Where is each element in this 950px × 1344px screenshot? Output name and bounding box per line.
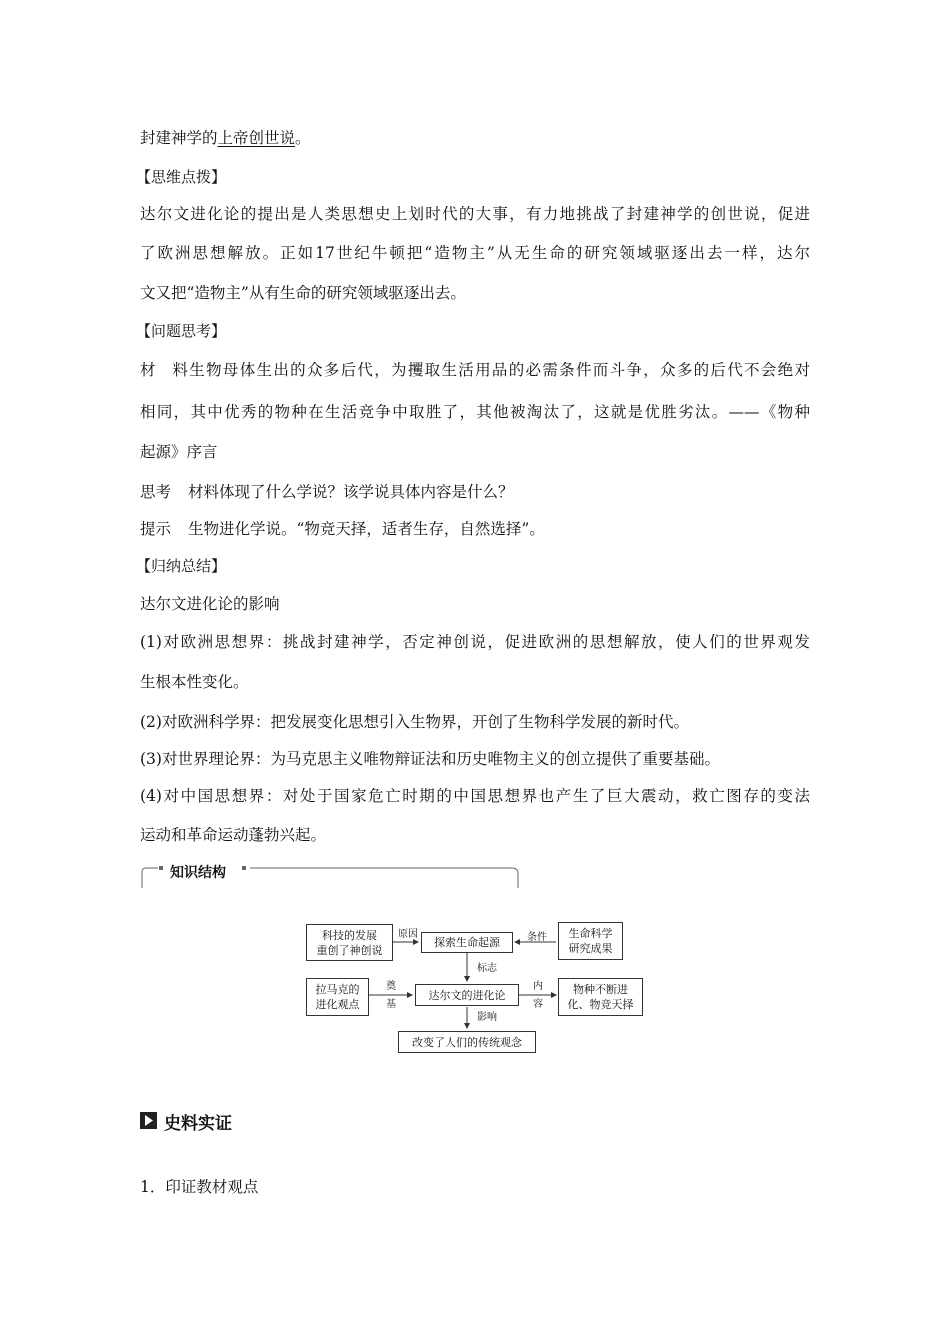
- knowledge-structure-title: 知识结构: [170, 865, 226, 881]
- knowledge-structure-diagram: [300, 915, 650, 1060]
- material-line-1: [140, 360, 810, 380]
- top-line-underlined: 上帝创世说: [217, 129, 296, 147]
- material-label: 材料: [140, 361, 188, 379]
- box-life-science-line-2: 研究成果: [568, 942, 613, 955]
- summary-title: 达尔文进化论的影响: [140, 595, 280, 613]
- summary-item-4a: (4)对中国思想界：对处于国家危亡时期的中国思想界也产生了巨大震动，救亡图存的变法: [140, 787, 810, 805]
- think-line: [140, 482, 514, 502]
- top-line: [140, 128, 311, 148]
- label-reason: 原因: [398, 929, 418, 940]
- top-line-suffix: 。: [295, 129, 311, 147]
- label-mark: 标志: [477, 963, 497, 974]
- material-text-1: 生物母体生出的众多后代，为攫取生活用品的必需条件而斗争，众多的后代不会绝对: [188, 361, 810, 379]
- hint-label: 提示: [140, 520, 172, 538]
- box-lamarck-line-2: 进化观点: [315, 998, 360, 1011]
- material-line-2: 相同，其中优秀的物种在生活竞争中取胜了，其他被淘汰了，这就是优胜劣汰。——《物种: [140, 403, 810, 421]
- label-content-1: 内: [533, 981, 543, 992]
- summary-item-4b: 运动和革命运动蓬勃兴起。: [140, 826, 327, 844]
- box-change: 改变了人们的传统观念: [398, 1031, 536, 1053]
- label-content-2: 容: [533, 999, 543, 1010]
- top-line-prefix: 封建神学的: [140, 129, 218, 147]
- box-species: [558, 978, 643, 1016]
- summary-item-1a: (1)对欧洲思想界：挑战封建神学，否定神创说，促进欧洲的思想解放，使人们的世界观发: [140, 633, 810, 651]
- box-species-line-1: 物种不断进: [573, 983, 628, 996]
- label-foundation-1: 奠: [386, 981, 396, 992]
- think-label: 思考: [140, 483, 172, 501]
- box-explore: 探索生命起源: [421, 932, 513, 953]
- play-icon: [140, 1112, 157, 1129]
- box-lamarck: [306, 978, 369, 1016]
- box-lamarck-line-1: 拉马克的: [315, 983, 360, 996]
- box-species-line-2: 化、物竞天择: [567, 998, 634, 1011]
- label-influence: 影响: [477, 1012, 497, 1023]
- question-heading: 【问题思考】: [136, 322, 227, 340]
- knowledge-structure-header: [140, 858, 520, 888]
- box-darwin: 达尔文的进化论: [415, 984, 519, 1006]
- summary-heading: 【归纳总结】: [136, 557, 227, 575]
- summary-item-3: (3)对世界理论界：为马克思主义唯物辩证法和历史唯物主义的创立提供了重要基础。: [140, 750, 720, 768]
- numbered-item: 1．印证教材观点: [140, 1178, 259, 1196]
- label-condition: 条件: [527, 932, 547, 943]
- box-tech-line-2: 重创了神创说: [316, 944, 383, 957]
- box-life-science: [558, 922, 623, 960]
- label-foundation-2: 基: [386, 999, 396, 1010]
- hint-line: [140, 519, 545, 539]
- section-heading-text: 史料实证: [164, 1114, 232, 1134]
- think-text: 材料体现了什么学说？该学说具体内容是什么？: [188, 483, 514, 501]
- hint-text: 生物进化学说。“物竞天择，适者生存，自然选择”。: [188, 520, 545, 538]
- material-line-3: 起源》序言: [140, 443, 218, 461]
- thinking-tip-line-3: 文又把“造物主”从有生命的研究领域驱逐出去。: [140, 284, 466, 302]
- thinking-tip-line-1: 达尔文进化论的提出是人类思想史上划时代的大事，有力地挑战了封建神学的创世说，促进: [140, 205, 810, 223]
- summary-item-1b: 生根本性变化。: [140, 673, 249, 691]
- box-tech-line-1: 科技的发展: [322, 929, 377, 942]
- summary-item-2: (2)对欧洲科学界：把发展变化思想引入生物界，开创了生物科学发展的新时代。: [140, 713, 689, 731]
- box-tech: [306, 924, 393, 961]
- thinking-tip-line-2: 了欧洲思想解放。正如17世纪牛顿把“造物主”从无生命的研究领域驱逐出去一样，达尔: [140, 244, 810, 262]
- thinking-tip-heading: 【思维点拨】: [136, 168, 227, 186]
- box-life-science-line-1: 生命科学: [568, 927, 613, 940]
